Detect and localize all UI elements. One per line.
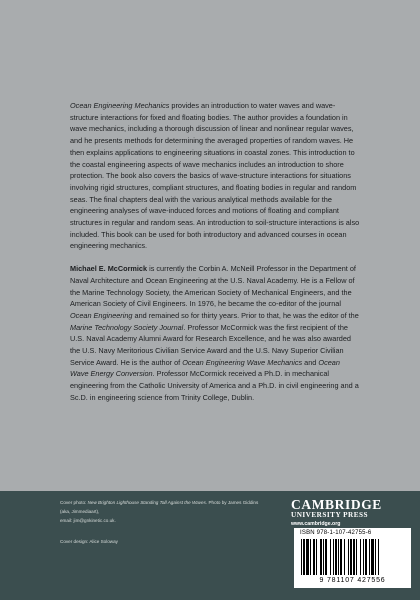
barcode-icon (301, 539, 404, 575)
barcode-bar (344, 539, 345, 575)
barcode-bar (320, 539, 322, 575)
bio-text-4: and (302, 357, 319, 367)
isbn-label: ISBN 978-1-107-42755-6 (300, 530, 372, 536)
photo-credit (60, 498, 260, 516)
barcode-bar (365, 539, 367, 575)
barcode-bar (369, 539, 370, 575)
barcode-bar (340, 539, 342, 575)
barcode-number: 9 781107 427556 (319, 577, 386, 584)
barcode-bar (350, 539, 352, 575)
author-name: Michael E. McCormick (70, 264, 148, 274)
author-bio (70, 263, 360, 403)
barcode-bar (316, 539, 317, 575)
book-title: Ocean Engineering Mechanics (70, 101, 170, 110)
barcode-bar (323, 539, 324, 575)
barcode-bar (378, 539, 379, 575)
bio-text-5: . Professor McCormick received a Ph.D. in mechanical engineering from the Catholic University of America and a Ph.D. in civil engineering and a Sc.D. in engineering science from Trinity College, Dublin. (70, 369, 359, 402)
barcode-bar (363, 539, 364, 575)
bio-text-1: is currently the Corbin A. McNeill Professor in the Department of Naval Architecture and Ocean Engineering at the U.S. Naval Academy. He is a Fellow of the Marine Technology Society, the American Society of Mechanical Engineers, and the American Society of Civil Engineers. In 1976, he became the co-editor of the journal (70, 264, 356, 309)
footer-band (0, 491, 420, 600)
description-body: provides an introduction to water waves and wave-structure interactions for fixed and floating bodies. The author provides a foundation in wave mechanics, including a thorough discussion of linear and nonlinear regular waves, and he presents methods for determining the averaged properties of random waves. He then explains applications to engineering situations in coastal zones. This introduction to the coastal engineering aspects of wave mechanics includes an introduction to shore protection. The book also covers the basics of wave-structure interactions for situations involving rigid structures, compliant structures, and floating bodies in regular and random seas. The final chapters deal with the various analytical methods available for the engineering analyses of wave-induced forces and motions of floating and compliant structures in regular and random seas. An introduction to soil-structure interactions is also included. This book can be used for both introductory and advanced courses in ocean engineering mechanics. (70, 101, 360, 251)
bio-text-2: and remained so for thirty years. Prior to that, he was the editor of the (132, 310, 359, 320)
barcode-bar (325, 539, 327, 575)
publisher-subtitle: UNIVERSITY PRESS (291, 511, 369, 519)
book-wave-energy: Ocean Wave Energy Conversion (70, 357, 340, 379)
journal-mts: Marine Technology Society Journal (70, 322, 184, 332)
barcode-bar (303, 539, 305, 575)
publisher-url[interactable]: www.cambridge.org (291, 521, 341, 527)
cover-design-credit: Cover design: Alice Soloway (60, 539, 118, 544)
book-description (70, 100, 360, 252)
photo-by: . Photo by James Giddins (aka, Jimmediaart), (60, 500, 259, 514)
barcode-bar (306, 539, 309, 575)
barcode-bar (338, 539, 339, 575)
barcode-panel (294, 528, 411, 588)
publisher-name: CAMBRIDGE (291, 497, 382, 512)
cover-credits (60, 498, 260, 546)
barcode-bar (353, 539, 355, 575)
barcode-bar (348, 539, 349, 575)
photo-email: email: jim@gnkinetic.co.uk. (60, 518, 116, 523)
photo-title: New Brighton Lighthouse Standing Tall Against the Waves (87, 500, 206, 505)
barcode-bar (330, 539, 331, 575)
barcode-bar (333, 539, 334, 575)
barcode-bar (375, 539, 376, 575)
journal-ocean-engineering: Ocean Engineering (70, 310, 133, 320)
barcode-bar (301, 539, 302, 575)
barcode-bar (371, 539, 374, 575)
main-text (70, 100, 360, 404)
publisher-logo (291, 498, 401, 528)
book-wave-mechanics: Ocean Engineering Wave Mechanics (182, 357, 303, 367)
barcode-bar (335, 539, 337, 575)
barcode-bar (310, 539, 311, 575)
barcode-bar (360, 539, 361, 575)
photo-credit-label: Cover photo: (60, 500, 88, 505)
barcode-bar (356, 539, 357, 575)
barcode-bar (313, 539, 315, 575)
bio-text-3: . Professor McCormick was the first recipient of the U.S. Naval Academy Alumni Award for Research Excellence, and he was also awarded the U.S. Navy Meritorious Civilian Service Award and the U.S. Navy Superior Civilian Service Award. He is the author of (70, 322, 351, 367)
